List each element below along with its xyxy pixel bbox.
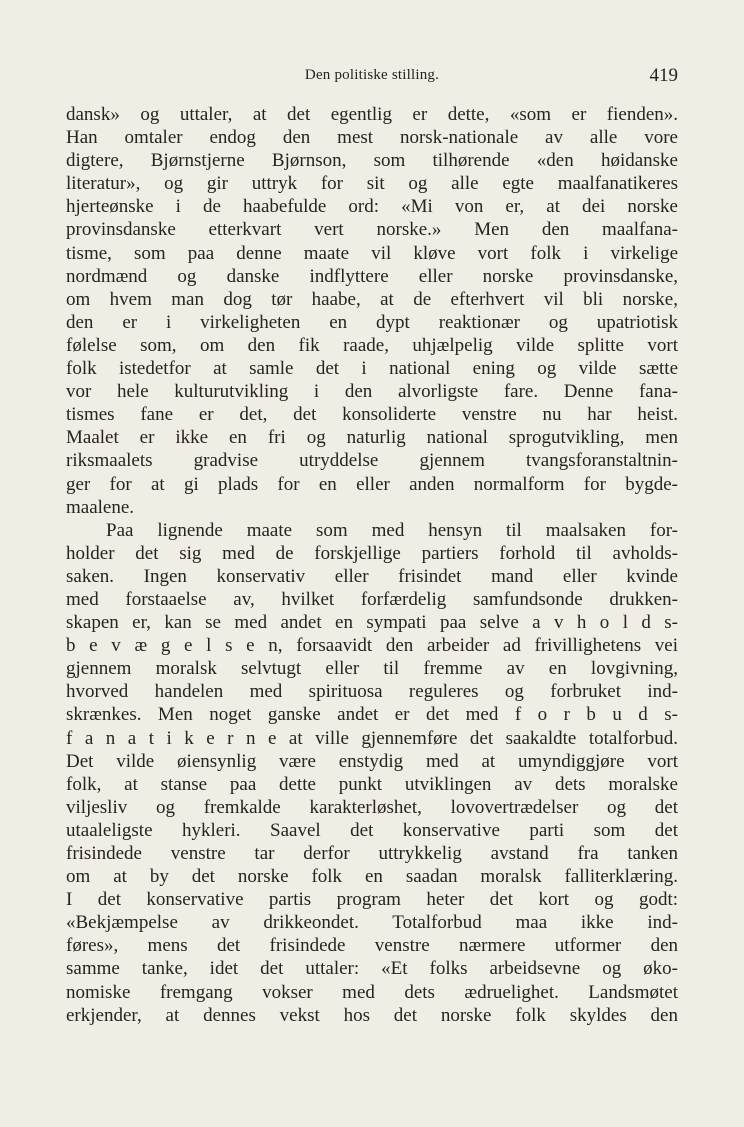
text-line: samme tanke, idet det uttaler: «Et folks arbeidsevne og øko- <box>66 958 678 980</box>
text-line: skapen er, kan se med andet en sympati paa selve a v h o l d s- <box>66 612 678 634</box>
text-line: om hvem man dog tør haabe, at de efterhvert vil bli norske, <box>66 288 678 310</box>
text-line: literatur», og gir uttryk for sit og alle egte maalfanatikeres <box>66 173 678 195</box>
text-line: skrænkes. Men noget ganske andet er det med f o r b u d s- <box>66 704 678 726</box>
text-line: med forstaaelse av, hvilket forfærdelig samfundsonde drukken- <box>66 588 678 610</box>
running-title: Den politiske stilling. <box>304 67 440 83</box>
text-line: om at by det norske folk en saadan moralsk falliterklæring. <box>66 866 678 888</box>
text-line: følelse som, om den fik raade, uhjælpelig vilde splitte vort <box>66 334 678 356</box>
text-line: holder det sig med de forskjellige partiers forhold til avholds- <box>66 542 678 564</box>
text-line: I det konservative partis program heter det kort og godt: <box>66 889 678 911</box>
text-line: Han omtaler endog den mest norsk-nationale av alle vore <box>66 127 678 149</box>
paragraph-start-line: Paa lignende maate som med hensyn til maalsaken for- <box>106 519 678 541</box>
text-line: folk, at stanse paa dette punkt utviklingen av dets moralske <box>66 773 678 795</box>
text-line: vor hele kulturutvikling i den alvorligste fare. Denne fana- <box>66 381 678 403</box>
text-line: utaaleligste hykleri. Saavel det konservative parti som det <box>66 819 678 841</box>
text-line: den er i virkeligheten en dypt reaktionær og upatriotisk <box>66 311 678 333</box>
text-line: nordmænd og danske indflyttere eller norske provinsdanske, <box>66 265 678 287</box>
text-line: provinsdanske etterkvart vert norske.» Men den maalfana- <box>66 219 678 241</box>
text-line: «Bekjæmpelse av drikkeondet. Totalforbud maa ikke ind- <box>66 912 678 934</box>
body-text <box>66 103 678 1027</box>
text-line: erkjender, at dennes vekst hos det norske folk skyldes den <box>66 1004 678 1026</box>
page-number: 419 <box>649 65 678 86</box>
text-line: folk istedetfor at samle det i national ening og vilde sætte <box>66 358 678 380</box>
text-line: ger for at gi plads for en eller anden normalform for bygde- <box>66 473 678 495</box>
text-line: føres», mens det frisindede venstre nærmere utformer den <box>66 935 678 957</box>
text-line: hjerteønske i de haabefulde ord: «Mi von er, at dei norske <box>66 196 678 218</box>
paragraph-end-line: maalene. <box>66 496 135 518</box>
text-line: gjennem moralsk selvtugt eller til fremme av en lovgivning, <box>66 658 678 680</box>
text-line: digtere, Bjørnstjerne Bjørnson, som tilhørende «den høidanske <box>66 150 678 172</box>
text-line: frisindede venstre tar derfor uttrykkelig avstand fra tanken <box>66 843 678 864</box>
text-line: f a n a t i k e r n e at ville gjennemføre det saakaldte totalforbud. <box>66 727 678 749</box>
text-line: dansk» og uttaler, at det egentlig er dette, «som er fienden». <box>66 104 678 125</box>
text-line: saken. Ingen konservativ eller frisindet mand eller kvinde <box>66 565 678 587</box>
text-line: riksmaalets gradvise utryddelse gjennem tvangsforanstaltnin- <box>66 450 678 472</box>
text-line: viljesliv og fremkalde karakterløshet, lovovertrædelser og det <box>66 796 678 818</box>
text-line: hvorved handelen med spirituosa reguleres og forbruket ind- <box>66 681 678 703</box>
text-line: b e v æ g e l s e n, forsaavidt den arbeider ad frivillighetens vei <box>66 635 678 657</box>
text-line: tisme, som paa denne maate vil kløve vort folk i virkelige <box>66 242 678 264</box>
text-line: nomiske fremgang vokser med dets ædruelighet. Landsmøtet <box>66 981 678 1003</box>
text-line: Maalet er ikke en fri og naturlig national sprogutvikling, men <box>66 427 678 449</box>
text-line: Det vilde øiensynlig være enstydig med at umyndiggjøre vort <box>66 750 678 772</box>
text-line: tismes fane er det, det konsoliderte venstre nu har heist. <box>66 404 678 426</box>
page-header <box>66 67 678 91</box>
